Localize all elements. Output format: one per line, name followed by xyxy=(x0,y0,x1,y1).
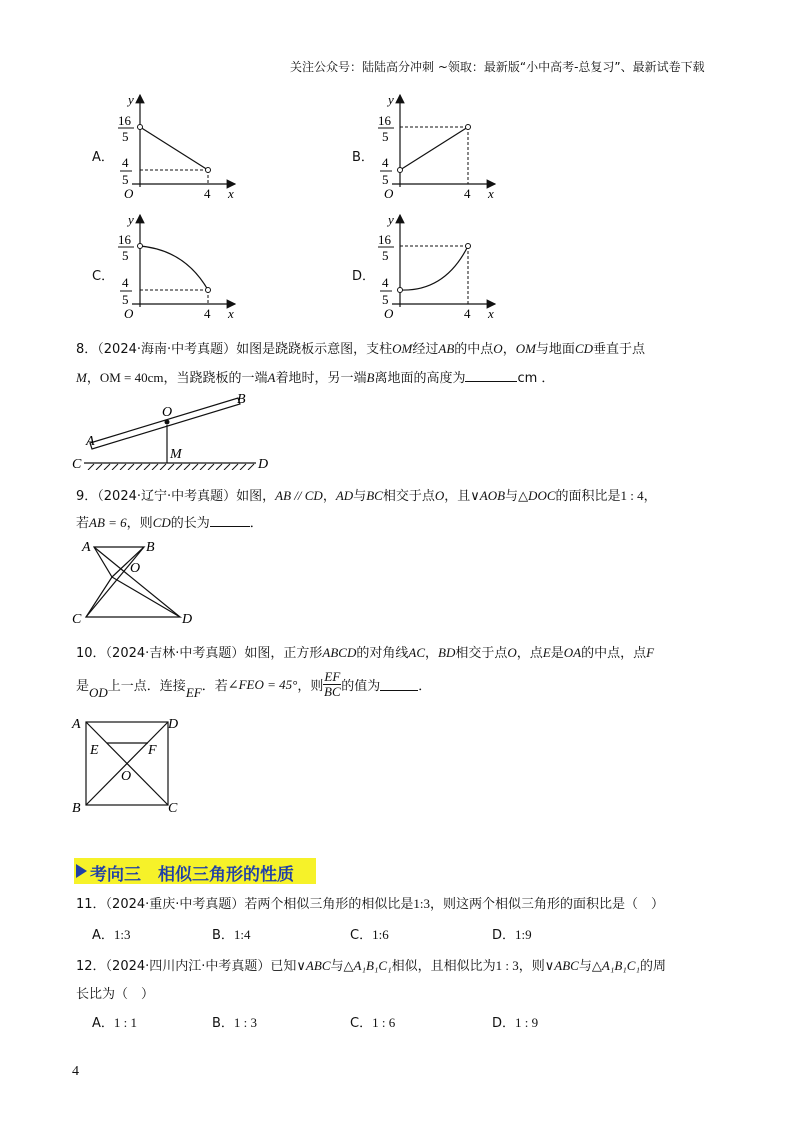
svg-text:C: C xyxy=(168,801,178,816)
section-title: 考向三 相似三角形的性质 xyxy=(90,865,294,885)
graph-b xyxy=(370,90,500,210)
q12-option-a[interactable]: A．1 : 1 xyxy=(92,1015,138,1031)
q8-seesaw-figure xyxy=(70,390,280,470)
option-label-b: B． xyxy=(352,150,374,165)
origin-label: O xyxy=(384,306,394,321)
frac-16-num: 16 xyxy=(378,232,391,247)
graph-d xyxy=(370,210,500,325)
svg-text:E: E xyxy=(90,743,99,758)
x-axis-label: x xyxy=(488,306,494,321)
page-number: 4 xyxy=(72,1064,79,1079)
x-tick-4: 4 xyxy=(464,306,471,321)
svg-text:O: O xyxy=(121,769,132,784)
svg-text:A: A xyxy=(82,540,91,555)
svg-text:D: D xyxy=(182,612,193,627)
frac-4-den: 5 xyxy=(122,172,129,187)
frac-16-num: 16 xyxy=(118,113,131,128)
q11-option-d[interactable]: D．1:9 xyxy=(492,927,532,943)
frac-16-num: 16 xyxy=(118,232,131,247)
x-tick-4: 4 xyxy=(204,306,211,321)
svg-text:B: B xyxy=(237,392,246,407)
frac-16-den: 5 xyxy=(382,248,389,263)
x-axis-label: x xyxy=(228,306,234,321)
q8-answer-blank[interactable] xyxy=(465,381,517,382)
q9-figure xyxy=(70,535,210,627)
svg-text:B: B xyxy=(146,540,155,555)
frac-4-num: 4 xyxy=(122,275,129,290)
origin-label: O xyxy=(124,306,134,321)
q11-stem: 11．（2024·重庆·中考真题）若两个相似三角形的相似比是1:3，则这两个相似三角形的面积比是（ ） xyxy=(76,896,665,912)
q12-option-c[interactable]: C．1 : 6 xyxy=(350,1015,396,1031)
q10-line-2: 是 OD 上一点．连接 EF ．若 ∠FEO = 45° ，则 $\frac{EF}{BC}$ 的值为 ． xyxy=(76,669,432,700)
q11-option-c[interactable]: C．1:6 xyxy=(350,927,389,943)
graph-a xyxy=(110,90,240,210)
q8-line-1: 8．（2024·海南·中考真题）如图是跷跷板示意图，支柱OM经过AB的中点O，OM与地面CD垂直于点 xyxy=(76,341,646,357)
option-label-d: D． xyxy=(352,269,376,284)
svg-text:O: O xyxy=(130,561,141,576)
svg-text:O: O xyxy=(162,405,173,420)
frac-4-num: 4 xyxy=(382,155,389,170)
q10-line-1: 10．（2024·吉林·中考真题）如图，正方形ABCD的对角线AC，BD相交于点O，点E是OA的中点，点F xyxy=(76,645,655,661)
frac-4-den: 5 xyxy=(122,292,129,307)
q12-option-d[interactable]: D．1 : 9 xyxy=(492,1015,539,1031)
y-axis-label: y xyxy=(128,212,134,227)
q10-figure xyxy=(70,712,190,822)
q12-line-2: 长比为（ ） xyxy=(76,987,155,1002)
svg-text:F: F xyxy=(148,743,157,758)
frac-16-den: 5 xyxy=(382,129,389,144)
svg-text:M: M xyxy=(170,447,182,462)
q11-option-a[interactable]: A．1:3 xyxy=(92,927,131,943)
q12-line-1: 12．（2024·四川内江·中考真题）已知∨ABC与△A₁B₁C₁相似，且相似比为1 : 3，则∨ABC与△A₁B₁C₁的周 xyxy=(76,958,666,974)
q11-option-b[interactable]: B．1:4 xyxy=(212,927,251,943)
y-axis-label: y xyxy=(388,92,394,107)
frac-16-num: 16 xyxy=(378,113,391,128)
svg-text:D: D xyxy=(258,457,269,470)
q10-fraction: $\frac{EF}{BC}$ xyxy=(324,669,341,699)
q9-line-1: 9．（2024·辽宁·中考真题）如图，AB // CD，AD与BC相交于点O，且∨AOB与△DOC的面积比是1 : 4， xyxy=(76,488,657,504)
origin-label: O xyxy=(124,186,134,201)
x-tick-4: 4 xyxy=(204,186,211,201)
y-axis-label: y xyxy=(388,212,394,227)
graph-c xyxy=(110,210,240,325)
q9-line-2: 若AB = 6，则CD的长为 ． xyxy=(76,515,263,531)
x-axis-label: x xyxy=(228,186,234,201)
frac-4-den: 5 xyxy=(382,292,389,307)
page-header: 关注公众号：陆陆高分冲刺 ~领取：最新版“小中高考-总复习”、最新试卷下载 xyxy=(290,60,705,74)
option-label-a: A． xyxy=(92,150,114,165)
q10-answer-blank[interactable] xyxy=(380,678,418,691)
q8-line-2: M，OM = 40cm，当跷跷板的一端A着地时，另一端B离地面的高度为 cm ． xyxy=(76,370,555,386)
origin-label: O xyxy=(384,186,394,201)
frac-4-num: 4 xyxy=(122,155,129,170)
y-axis-label: y xyxy=(128,92,134,107)
option-label-c: C． xyxy=(92,269,115,284)
x-axis-label: x xyxy=(488,186,494,201)
q9-answer-blank[interactable] xyxy=(210,526,250,527)
svg-text:C: C xyxy=(72,457,82,470)
x-tick-4: 4 xyxy=(464,186,471,201)
frac-4-den: 5 xyxy=(382,172,389,187)
q12-option-b[interactable]: B．1 : 3 xyxy=(212,1015,258,1031)
section-heading xyxy=(74,858,316,884)
svg-text:A: A xyxy=(86,434,95,449)
frac-16-den: 5 xyxy=(122,248,129,263)
svg-text:A: A xyxy=(72,717,81,732)
triangle-marker-icon xyxy=(76,864,87,878)
svg-text:C: C xyxy=(72,612,82,627)
svg-text:D: D xyxy=(168,717,179,732)
frac-16-den: 5 xyxy=(122,129,129,144)
svg-text:B: B xyxy=(72,801,81,816)
frac-4-num: 4 xyxy=(382,275,389,290)
